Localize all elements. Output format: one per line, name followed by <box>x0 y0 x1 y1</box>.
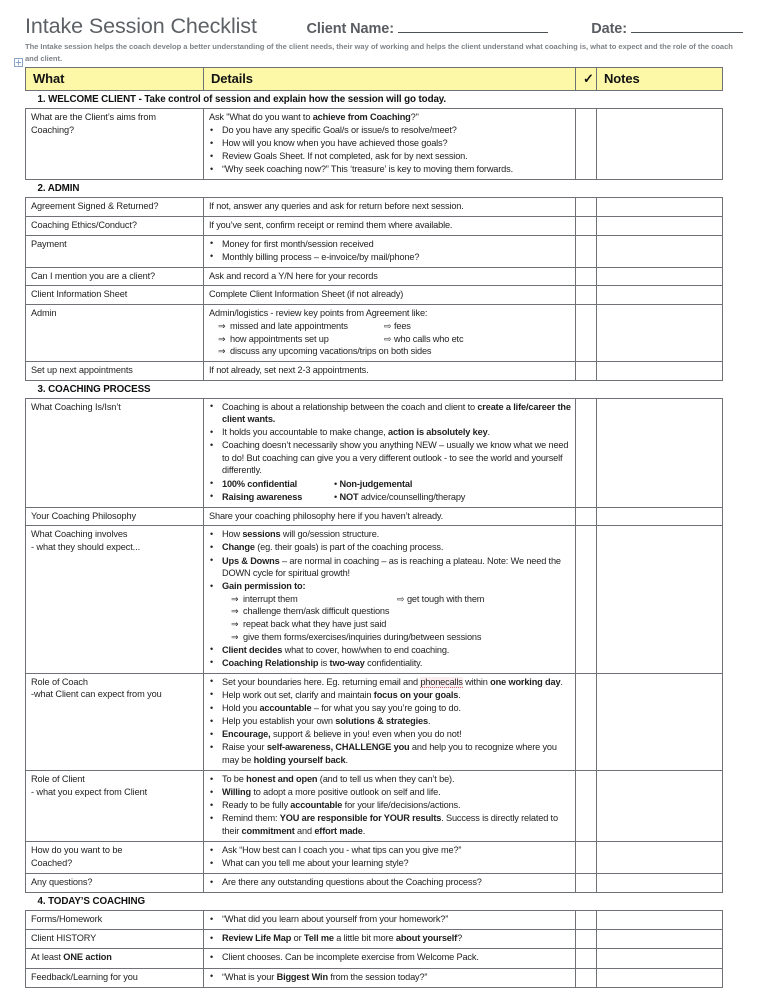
detail-lead: Ask "What do you want to achieve from Coaching?" <box>209 112 419 122</box>
list-item: • What can you tell me about your learning style? <box>209 857 571 870</box>
row-notes-cell[interactable] <box>597 398 723 507</box>
row-notes-cell[interactable] <box>597 842 723 874</box>
list-item: • Remind them: YOU are responsible for YOUR results. Success is directly related to their commitment and effort made. <box>209 812 571 837</box>
list-item: • To be honest and open (and to tell us when they can’t be). <box>209 773 571 786</box>
row-notes-cell[interactable] <box>597 235 723 267</box>
row-what: Your Coaching Philosophy <box>26 507 204 526</box>
row-details <box>204 673 576 770</box>
row-notes-cell[interactable] <box>597 911 723 930</box>
row-check-cell[interactable] <box>576 949 597 968</box>
list-item: • Help you establish your own solutions & strategies. <box>209 715 571 728</box>
row-details <box>204 968 576 987</box>
detail-arrow-list <box>222 593 571 643</box>
section-heading: 3. COACHING PROCESS <box>26 380 723 398</box>
row-what <box>26 526 204 674</box>
list-item: ⇒ challenge them/ask difficult questions <box>231 605 571 618</box>
row-what: At least ONE action <box>26 949 204 968</box>
row-what-line1: How do you want to be <box>31 845 123 855</box>
list-item: • Do you have any specific Goal/s or issue/s to resolve/meet? <box>209 124 571 137</box>
row-what: Set up next appointments <box>26 361 204 380</box>
row-what <box>26 842 204 874</box>
section-header-row <box>26 91 723 109</box>
table-row <box>26 305 723 362</box>
row-what: Any questions? <box>26 874 204 893</box>
row-check-cell[interactable] <box>576 361 597 380</box>
pair-row: • Raising awareness • NOT advice/counselling/therapy <box>222 491 466 502</box>
row-check-cell[interactable] <box>576 267 597 286</box>
list-item: • Raise your self-awareness, CHALLENGE you and help you to recognize where you may be holding yourself back. <box>209 741 571 766</box>
row-what <box>26 673 204 770</box>
list-item: • Are there any outstanding questions about the Coaching process? <box>209 876 571 889</box>
list-item: • “Why seek coaching now?” This ‘treasure’ is key to moving them forwards. <box>209 163 571 176</box>
row-what: Forms/Homework <box>26 911 204 930</box>
list-item: • Change (eg. their goals) is part of the coaching process. <box>209 541 571 554</box>
detail-bullets <box>209 932 571 945</box>
row-details <box>204 235 576 267</box>
list-item: • Review Life Map or Tell me a little bit more about yourself? <box>209 932 571 945</box>
row-notes-cell[interactable] <box>597 673 723 770</box>
list-item: • Coaching is about a relationship between the coach and client to create a life/career the client wants. <box>209 401 571 426</box>
row-what-line2: Coached? <box>31 857 73 868</box>
pair-left: ⇒ how appointments set up <box>230 333 329 344</box>
client-name-label: Client Name: <box>306 21 394 37</box>
row-what: Client Information Sheet <box>26 286 204 305</box>
row-details <box>204 109 576 180</box>
table-row <box>26 398 723 507</box>
list-item: • How sessions will go/session structure. <box>209 528 571 541</box>
section-heading: 1. WELCOME CLIENT - Take control of session and explain how the session will go today. <box>26 91 723 109</box>
table-row <box>26 771 723 842</box>
row-details <box>204 930 576 949</box>
row-notes-cell[interactable] <box>597 949 723 968</box>
list-item: • How will you know when you have achieved those goals? <box>209 137 571 150</box>
row-check-cell[interactable] <box>576 217 597 236</box>
row-check-cell[interactable] <box>576 109 597 180</box>
row-notes-cell[interactable] <box>597 198 723 217</box>
pair-right: • NOT advice/counselling/therapy <box>334 491 466 502</box>
row-what: Client HISTORY <box>26 930 204 949</box>
section-header-row <box>26 180 723 198</box>
section-header-row <box>26 380 723 398</box>
row-check-cell[interactable] <box>576 286 597 305</box>
list-item: • Set your boundaries here. Eg. returning email and phonecalls within one working day. <box>209 676 571 689</box>
detail-bullets <box>209 124 571 176</box>
page-title: Intake Session Checklist <box>25 14 257 38</box>
row-details <box>204 949 576 968</box>
row-check-cell[interactable] <box>576 526 597 674</box>
date-field[interactable] <box>591 20 743 37</box>
list-item: • “What did you learn about yourself from your homework?” <box>209 913 571 926</box>
column-header-check: ✓ <box>576 68 597 91</box>
detail-bullets <box>209 913 571 926</box>
section-header-row <box>26 893 723 911</box>
pair-row: • 100% confidential • Non-judgemental <box>222 478 413 489</box>
table-row <box>26 198 723 217</box>
list-item <box>218 333 571 346</box>
row-check-cell[interactable] <box>576 673 597 770</box>
row-details <box>204 398 576 507</box>
list-item: • Ready to be fully accountable for your life/decisions/actions. <box>209 799 571 812</box>
detail-bullets <box>209 401 571 504</box>
detail-bullets <box>209 528 571 669</box>
row-check-cell[interactable] <box>576 235 597 267</box>
row-check-cell[interactable] <box>576 507 597 526</box>
list-item: • Help work out set, clarify and maintain focus on your goals. <box>209 689 571 702</box>
row-what: Payment <box>26 235 204 267</box>
row-notes-cell[interactable] <box>597 286 723 305</box>
row-details <box>204 305 576 362</box>
row-details: Share your coaching philosophy here if you haven’t already. <box>204 507 576 526</box>
table-row <box>26 911 723 930</box>
row-what <box>26 771 204 842</box>
row-check-cell[interactable] <box>576 305 597 362</box>
list-item: • Money for first month/session received <box>209 238 571 251</box>
table-row <box>26 842 723 874</box>
row-what-line1: Role of Coach <box>31 676 88 687</box>
row-check-cell[interactable] <box>576 771 597 842</box>
row-notes-cell[interactable] <box>597 968 723 987</box>
table-row <box>26 235 723 267</box>
row-what-line1: Role of Client <box>31 774 85 785</box>
row-what-line2: - what they should expect... <box>31 541 141 552</box>
table-row <box>26 286 723 305</box>
table-header-row <box>26 68 723 91</box>
column-header-what: What <box>26 68 204 91</box>
detail-bullets <box>209 773 571 837</box>
table-row <box>26 673 723 770</box>
row-what-line1: What Coaching involves <box>31 529 128 540</box>
table-row <box>26 949 723 968</box>
row-notes-cell[interactable] <box>597 874 723 893</box>
detail-bullets <box>209 676 571 767</box>
row-details: Complete Client Information Sheet (if not already) <box>204 286 576 305</box>
list-item <box>231 593 571 606</box>
list-item: • Hold you accountable – for what you say you’re going to do. <box>209 702 571 715</box>
list-item: • Coaching Relationship is two-way confidentiality. <box>209 657 571 670</box>
client-name-input-rule[interactable] <box>398 20 548 33</box>
row-check-cell[interactable] <box>576 842 597 874</box>
spellcheck-word: phonecalls <box>420 676 463 687</box>
table-row <box>26 930 723 949</box>
list-item: • Review Goals Sheet. If not completed, ask for by next session. <box>209 150 571 163</box>
row-details: If you’ve sent, confirm receipt or remind them where available. <box>204 217 576 236</box>
section-heading: 2. ADMIN <box>26 180 723 198</box>
row-details <box>204 874 576 893</box>
row-details: Ask and record a Y/N here for your records <box>204 267 576 286</box>
row-what: Feedback/Learning for you <box>26 968 204 987</box>
table-row <box>26 217 723 236</box>
row-what-line2: -what Client can expect from you <box>31 689 162 700</box>
row-details: If not already, set next 2-3 appointments. <box>204 361 576 380</box>
list-item: • Client chooses. Can be incomplete exercise from Welcome Pack. <box>209 951 571 964</box>
row-check-cell[interactable] <box>576 930 597 949</box>
detail-bullets <box>209 876 571 889</box>
list-item: • “What is your Biggest Win from the session today?” <box>209 971 571 984</box>
checklist-table <box>25 67 723 988</box>
list-item: • Gain permission to: ⇒ interrupt them ⇨ get tough with them ⇒ challenge them/ask difficult questions ⇒ repeat back what they have just said ⇒ give them forms/exercises/inquiries during/between sessions <box>209 580 571 643</box>
table-row <box>26 968 723 987</box>
row-what: What Coaching Is/Isn’t <box>26 398 204 507</box>
row-details: If not, answer any queries and ask for return before next session. <box>204 198 576 217</box>
list-item: • It holds you accountable to make change, action is absolutely key. <box>209 426 571 439</box>
list-item: • Encourage, support & believe in you! even when you do not! <box>209 728 571 741</box>
row-details <box>204 771 576 842</box>
row-what: Admin <box>26 305 204 362</box>
detail-arrow-list <box>209 320 571 358</box>
pair-right: ⇨ who calls who etc <box>384 333 464 344</box>
row-check-cell[interactable] <box>576 874 597 893</box>
list-item: • Coaching doesn’t necessarily show you anything NEW – usually we know what we need to do! But coaching can give you a very different outlook - to see the world and yourself differently. <box>209 439 571 477</box>
row-check-cell[interactable] <box>576 198 597 217</box>
row-notes-cell[interactable] <box>597 526 723 674</box>
detail-bullets <box>209 844 571 870</box>
row-notes-cell[interactable] <box>597 771 723 842</box>
detail-bullets <box>209 951 571 964</box>
pair-right: ⇨ fees <box>384 321 411 332</box>
detail-lead: Admin/logistics - review key points from Agreement like: <box>209 308 428 319</box>
table-row <box>26 109 723 180</box>
list-item: ⇒ repeat back what they have just said <box>231 618 571 631</box>
pair-left: ⇒ interrupt them <box>243 593 298 604</box>
list-item: • Willing to adopt a more positive outlook on self and life. <box>209 786 571 799</box>
column-header-details: Details <box>204 68 576 91</box>
section-heading: 4. TODAY’S COACHING <box>26 893 723 911</box>
row-notes-cell[interactable] <box>597 507 723 526</box>
pair-row <box>243 593 571 606</box>
row-notes-cell[interactable] <box>597 361 723 380</box>
row-notes-cell[interactable] <box>597 267 723 286</box>
row-notes-cell[interactable] <box>597 930 723 949</box>
detail-bullets <box>209 971 571 984</box>
pair-left: ⇒ missed and late appointments <box>230 321 348 332</box>
row-what: Agreement Signed & Returned? <box>26 198 204 217</box>
list-item: • Ask “How best can I coach you - what tips can you give me?” <box>209 844 571 857</box>
pair-row <box>230 333 571 346</box>
date-label: Date: <box>591 21 627 37</box>
table-row <box>26 267 723 286</box>
list-item: • Client decides what to cover, how/when to end coaching. <box>209 644 571 657</box>
list-item: • Ups & Downs – are normal in coaching – as is reaching a plateau. Note: We need the DOWN cycle for spiritual growth! <box>209 555 571 580</box>
list-item <box>209 478 571 491</box>
list-item: ⇒ give them forms/exercises/inquiries during/between sessions <box>231 631 571 644</box>
pair-row <box>230 320 571 333</box>
row-notes-cell[interactable] <box>597 305 723 362</box>
table-row <box>26 507 723 526</box>
pair-right: ⇨ get tough with them <box>397 593 485 604</box>
list-item: • Monthly billing process – e-invoice/by mail/phone? <box>209 251 571 264</box>
list-item <box>218 320 571 333</box>
client-name-field[interactable] <box>307 20 548 37</box>
row-details <box>204 842 576 874</box>
list-item: ⇒ discuss any upcoming vacations/trips on both sides <box>218 345 571 358</box>
move-handle-icon[interactable] <box>14 58 23 67</box>
table-row <box>26 874 723 893</box>
row-details <box>204 911 576 930</box>
row-notes-cell[interactable] <box>597 217 723 236</box>
row-details <box>204 526 576 674</box>
date-input-rule[interactable] <box>631 20 743 33</box>
checklist-table-wrapper <box>25 67 722 988</box>
row-check-cell[interactable] <box>576 911 597 930</box>
title-row <box>25 14 743 39</box>
row-what: Can I mention you are a client? <box>26 267 204 286</box>
pair-right: • Non-judgemental <box>334 478 413 489</box>
row-what-line2: - what you expect from Client <box>31 786 148 797</box>
document-subtitle: The Intake session helps the coach develop a better understanding of the client needs, their way of working and helps the client understand what coaching is, what to expect and the role of the coach and client. <box>25 42 733 63</box>
column-header-notes: Notes <box>597 68 723 91</box>
table-row <box>26 361 723 380</box>
row-check-cell[interactable] <box>576 968 597 987</box>
table-row <box>26 526 723 674</box>
detail-bullets <box>209 238 571 264</box>
row-what: Coaching Ethics/Conduct? <box>26 217 204 236</box>
list-item <box>209 491 571 504</box>
row-what: What are the Client’s aims from Coaching? <box>26 109 204 180</box>
row-check-cell[interactable] <box>576 398 597 507</box>
row-notes-cell[interactable] <box>597 109 723 180</box>
